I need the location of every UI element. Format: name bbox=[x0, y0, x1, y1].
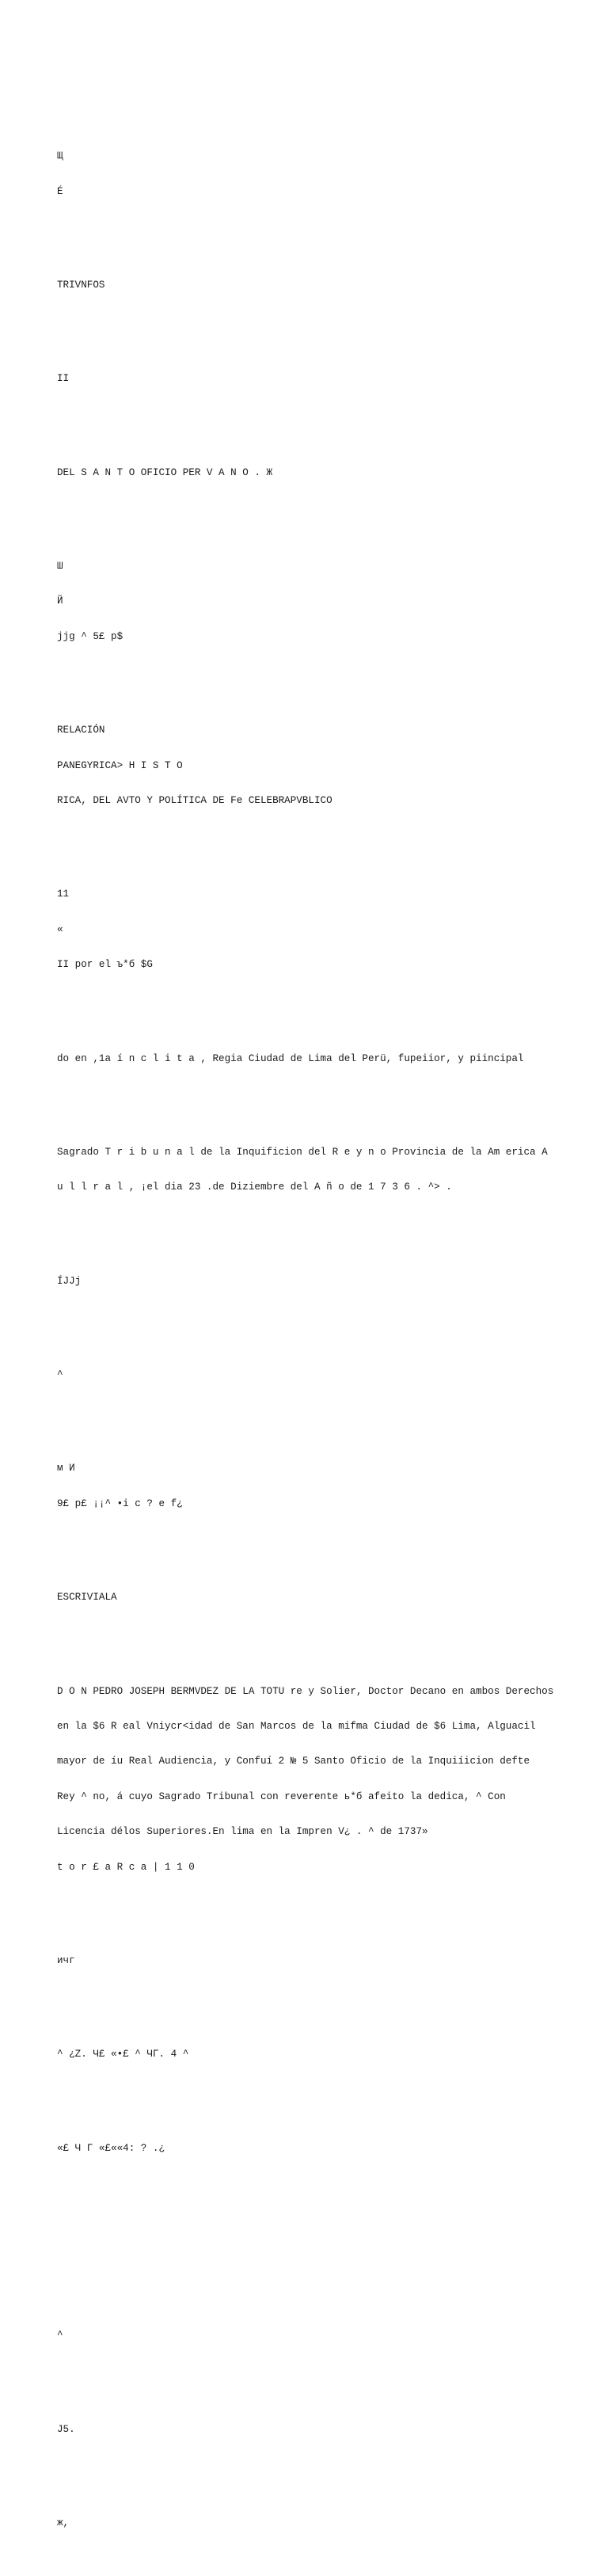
text-line: jjg ^ 5£ p$ bbox=[57, 630, 124, 642]
text-line: PANEGYRICA> H I S T O bbox=[57, 759, 183, 771]
text-line: ж, bbox=[57, 2517, 70, 2529]
text-block-10 bbox=[57, 1345, 595, 1404]
title-text: TRIVNFOS bbox=[57, 279, 105, 291]
blank-block bbox=[57, 2213, 595, 2271]
text-line: ^ bbox=[57, 1369, 63, 1381]
text-line: do en ,1a í n c l i t a , Regia Ciudad de Lima del Perü, fupeiior, y piincipal bbox=[57, 1052, 524, 1064]
text-line: RICA, DEL AVTO Y POLÍTICA DE Fe CELEBRAPVBLICO bbox=[57, 795, 332, 807]
text-line: RELACIÓN bbox=[57, 725, 105, 736]
glyph-line: É bbox=[57, 185, 63, 197]
text-line: ичг bbox=[57, 1954, 75, 1966]
text-line: Й bbox=[57, 595, 63, 607]
text-line: « bbox=[57, 923, 63, 935]
text-line: м И bbox=[57, 1463, 75, 1474]
relacion-block bbox=[57, 702, 595, 831]
text-block-0 bbox=[57, 127, 595, 221]
heading-text: ESCRIVIALA bbox=[57, 1592, 117, 1604]
text-block-16 bbox=[57, 2119, 595, 2178]
text-line: Sagrado T r i b u n a l de la Inquificion del R e y n o Provincia de la Am erica A bbox=[57, 1146, 548, 1158]
blank-line bbox=[57, 2236, 595, 2248]
text-block-2 bbox=[57, 350, 595, 409]
subtitle-line bbox=[57, 443, 595, 502]
subtitle-text: DEL S A N T O OFICIO PER V A N O . Ж bbox=[57, 466, 273, 478]
text-line: en la $6 R eal Vniycr<idad de San Marcos de la mifma Ciudad de $6 Lima, Alguacil bbox=[57, 1720, 536, 1732]
text-line: D O N PEDRO JOSEPH BERMVDEZ DE LA TOTU re y Solier, Doctor Decano en ambos Derechos bbox=[57, 1685, 554, 1697]
glyph-line: Щ bbox=[57, 150, 63, 162]
text-line: u l l r a l , ¡el dia 23 .de Diziembre del A ñ o de 1 7 3 6 . ^> . bbox=[57, 1181, 452, 1193]
text-line: II por el ъ*б $G bbox=[57, 959, 153, 971]
text-line: t o r £ a R c a | 1 1 0 bbox=[57, 1861, 195, 1873]
text-block-7 bbox=[57, 1029, 595, 1088]
text-line: Ш bbox=[57, 561, 63, 573]
text-block-11 bbox=[57, 1440, 595, 1533]
text-block-8 bbox=[57, 1123, 595, 1216]
text-block-14 bbox=[57, 1931, 595, 1990]
text-block-20 bbox=[57, 2494, 595, 2553]
text-block-9 bbox=[57, 1252, 595, 1311]
text-line: «£ Ч Г «£««4: ? .¿ bbox=[57, 2142, 165, 2154]
text-block-18 bbox=[57, 2307, 595, 2365]
text-block-15 bbox=[57, 2026, 595, 2084]
author-paragraph bbox=[57, 1662, 595, 1897]
text-line: ^ bbox=[57, 2330, 63, 2342]
text-line: J5. bbox=[57, 2423, 75, 2435]
text-line: Rey ^ no, á cuyo Sagrado Tribunal con reverente ь*б afeito la dedica, ^ Con bbox=[57, 1790, 506, 1802]
text-line: II bbox=[57, 373, 70, 385]
text-line: ^ ¿Z. Ч£ «•£ ^ ЧГ. 4 ^ bbox=[57, 2049, 189, 2060]
author-heading bbox=[57, 1569, 595, 1627]
text-block-6 bbox=[57, 866, 595, 995]
document-page bbox=[57, 104, 595, 2576]
title-line bbox=[57, 256, 595, 314]
text-line: mayor de íu Real Audiencia, y Confuí 2 № 5 Santo Oficio de la Inquiíicion defte bbox=[57, 1756, 530, 1767]
text-line: ÍJJj bbox=[57, 1275, 82, 1287]
text-line: 9£ p£ ¡¡^ •i c ? e f¿ bbox=[57, 1497, 183, 1509]
text-block-19 bbox=[57, 2400, 595, 2459]
text-line: 11 bbox=[57, 888, 70, 900]
text-line: Licencia délos Superiores.En lima en la Impren V¿ . ^ de 1737» bbox=[57, 1826, 428, 1838]
text-block-4 bbox=[57, 537, 595, 666]
